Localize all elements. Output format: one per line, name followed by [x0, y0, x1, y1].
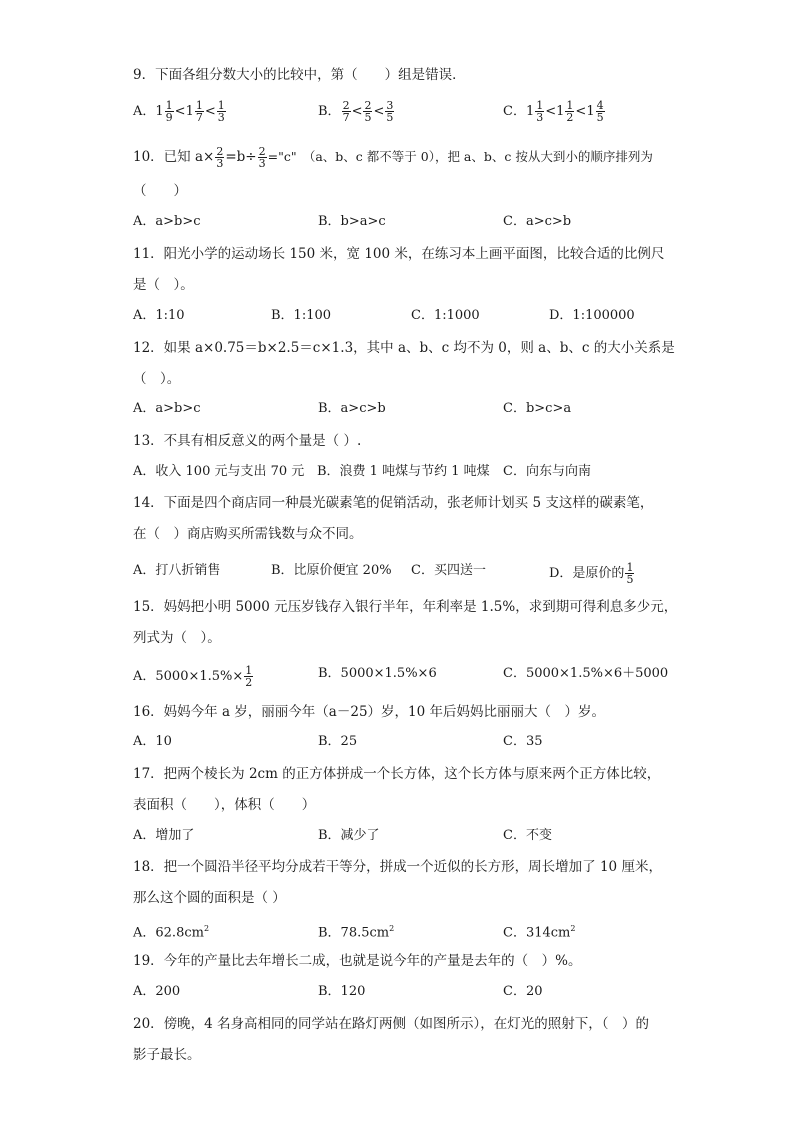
question-19-option-a[interactable]: A．200 — [133, 984, 181, 999]
less-than-sign: < — [373, 104, 385, 119]
question-13-option-a[interactable]: A．收入 100 元与支出 70 元 — [133, 464, 305, 479]
fraction: $\frac{1}{2}$ — [566, 99, 574, 124]
option-text: A．5000×1.5%× — [133, 669, 244, 684]
option-label: B． — [318, 104, 341, 119]
question-17-stem: 17．把两个棱长为 2cm 的正方体拼成一个长方体，这个长方体与原来两个正方体比较， — [133, 766, 661, 782]
question-10-stem-2: （ ） — [133, 183, 187, 199]
fraction: $\frac{2}{7}$ — [342, 99, 350, 124]
fraction: $\frac{2}{3}$ — [258, 145, 266, 170]
question-16-option-c[interactable]: C．35 — [503, 734, 543, 749]
fraction: $\frac{1}{3}$ — [536, 99, 544, 124]
whole-number: 1 — [155, 104, 164, 119]
question-11-stem: 11．阳光小学的运动场长 150 米，宽 100 米，在练习本上画平面图，比较合适的比例尺 — [133, 246, 665, 262]
question-20-stem: 20．傍晚，4 名身高相同的同学站在路灯两侧（如图所示），在灯光的照射下，（ ）的 — [133, 1016, 650, 1032]
question-13-option-c[interactable]: C．向东与向南 — [503, 464, 591, 479]
less-than-sign: < — [174, 104, 186, 119]
question-11-option-a[interactable]: A．1:10 — [133, 308, 185, 323]
stem-part: ="c" （a、b、c 都不等于 0），把 a、b、c 按从大到小的顺序排列为 — [267, 149, 653, 164]
question-10-option-a[interactable]: A．a>b>c — [133, 214, 201, 229]
option-text: B．78.5cm — [318, 925, 390, 941]
question-15-option-b[interactable]: B．5000×1.5%×6 — [318, 666, 437, 681]
question-14-stem: 14．下面是四个商店同一种晨光碳素笔的促销活动，张老师计划买 5 支这样的碳素笔， — [133, 495, 654, 511]
question-18-option-c[interactable] — [503, 920, 575, 942]
superscript: 2 — [570, 924, 576, 933]
question-9-option-b[interactable] — [318, 100, 395, 123]
less-than-sign: < — [575, 104, 587, 119]
question-13-stem: 13．不具有相反意义的两个量是（ ）. — [133, 433, 362, 449]
question-19-option-c[interactable]: C．20 — [503, 984, 543, 999]
question-18-option-b[interactable] — [318, 920, 394, 942]
superscript: 2 — [203, 924, 210, 933]
whole-number: 1 — [525, 104, 535, 119]
fraction: $\frac{1}{7}$ — [195, 99, 203, 124]
question-15-stem-2: 列式为（ ）。 — [133, 630, 221, 646]
fraction: $\frac{1}{9}$ — [165, 99, 173, 124]
question-9-stem: 9．下面各组分数大小的比较中，第（ ）组是错误． — [133, 67, 466, 83]
question-12-option-a[interactable]: A．a>b>c — [133, 401, 201, 416]
question-11-option-b[interactable]: B．1:100 — [271, 308, 332, 323]
question-18-option-a[interactable] — [133, 920, 209, 942]
stem-part: 10．已知 a× — [133, 149, 215, 165]
stem-part: =b÷ — [225, 149, 257, 165]
question-14-option-d[interactable] — [549, 562, 635, 585]
fraction: $\frac{1}{5}$ — [626, 561, 634, 586]
question-13-option-b[interactable]: B．浪费 1 吨煤与节约 1 吨煤 — [317, 464, 490, 479]
question-17-stem-2: 表面积（ ），体积（ ） — [133, 797, 316, 813]
option-text: C．314cm — [503, 925, 571, 941]
question-11-option-c[interactable]: C．1:1000 — [411, 308, 480, 323]
question-11-stem-2: 是（ ）。 — [133, 277, 194, 293]
option-label: A． — [133, 104, 156, 119]
question-17-option-c[interactable]: C．不变 — [503, 828, 552, 843]
option-label: C． — [503, 104, 526, 119]
question-16-option-a[interactable]: A．10 — [133, 734, 172, 749]
question-12-option-b[interactable]: B．a>c>b — [318, 401, 386, 416]
question-17-option-b[interactable]: B．减少了 — [318, 828, 380, 843]
less-than-sign: < — [351, 104, 363, 119]
fraction: $\frac{3}{5}$ — [386, 99, 394, 124]
fraction: $\frac{4}{5}$ — [596, 99, 604, 124]
question-15-stem: 15．妈妈把小明 5000 元压岁钱存入银行半年，年利率是 1.5%，求到期可得利息多少元， — [133, 599, 678, 615]
option-text: D．是原价的 — [549, 566, 625, 581]
superscript: 2 — [389, 924, 395, 933]
whole-number: 1 — [185, 104, 194, 119]
question-12-stem-2: （ ）。 — [133, 371, 181, 387]
option-text: A．62.8cm — [133, 925, 204, 941]
question-18-stem-2: 那么这个圆的面积是（ ） — [133, 890, 286, 906]
fraction: $\frac{1}{3}$ — [217, 99, 225, 124]
question-14-option-c[interactable]: C．买四送一 — [411, 563, 486, 578]
question-14-option-b[interactable]: B．比原价便宜 20% — [271, 563, 392, 578]
question-20-stem-2: 影子最长。 — [133, 1047, 201, 1063]
question-9-option-a[interactable] — [133, 100, 227, 123]
less-than-sign: < — [545, 104, 557, 119]
question-16-stem: 16．妈妈今年 a 岁，丽丽今年（a－25）岁，10 年后妈妈比丽丽大（ ）岁。 — [133, 704, 606, 720]
question-10-option-c[interactable]: C．a>c>b — [503, 214, 572, 229]
whole-number: 1 — [586, 104, 595, 119]
fraction: $\frac{2}{5}$ — [364, 99, 372, 124]
question-19-option-b[interactable]: B．120 — [318, 984, 366, 999]
question-15-option-a[interactable] — [133, 665, 254, 688]
fraction: $\frac{1}{2}$ — [245, 664, 253, 689]
question-16-option-b[interactable]: B．25 — [318, 734, 358, 749]
less-than-sign: < — [204, 104, 216, 119]
question-15-option-c[interactable]: C．5000×1.5%×6＋5000 — [503, 666, 669, 681]
question-18-stem: 18．把一个圆沿半径平均分成若干等分，拼成一个近似的长方形，周长增加了 10 厘米， — [133, 859, 662, 875]
question-17-option-a[interactable]: A．增加了 — [133, 828, 195, 843]
question-9-option-c[interactable] — [503, 100, 606, 123]
question-11-option-d[interactable]: D．1:100000 — [549, 308, 635, 323]
question-12-stem: 12．如果 a×0.75＝b×2.5＝c×1.3，其中 a、b、c 均不为 0，则 a、b、c 的大小关系是 — [133, 340, 675, 356]
whole-number: 1 — [556, 104, 565, 119]
question-10-stem — [133, 146, 653, 169]
fraction: $\frac{2}{3}$ — [216, 145, 224, 170]
question-12-option-c[interactable]: C．b>c>a — [503, 401, 572, 416]
question-14-stem-2: 在（ ）商店购买所需钱数与众不同。 — [133, 526, 363, 542]
question-19-stem: 19．今年的产量比去年增长二成，也就是说今年的产量是去年的（ ）%。 — [133, 953, 582, 969]
question-10-option-b[interactable]: B．b>a>c — [318, 214, 386, 229]
question-14-option-a[interactable]: A．打八折销售 — [133, 563, 221, 578]
